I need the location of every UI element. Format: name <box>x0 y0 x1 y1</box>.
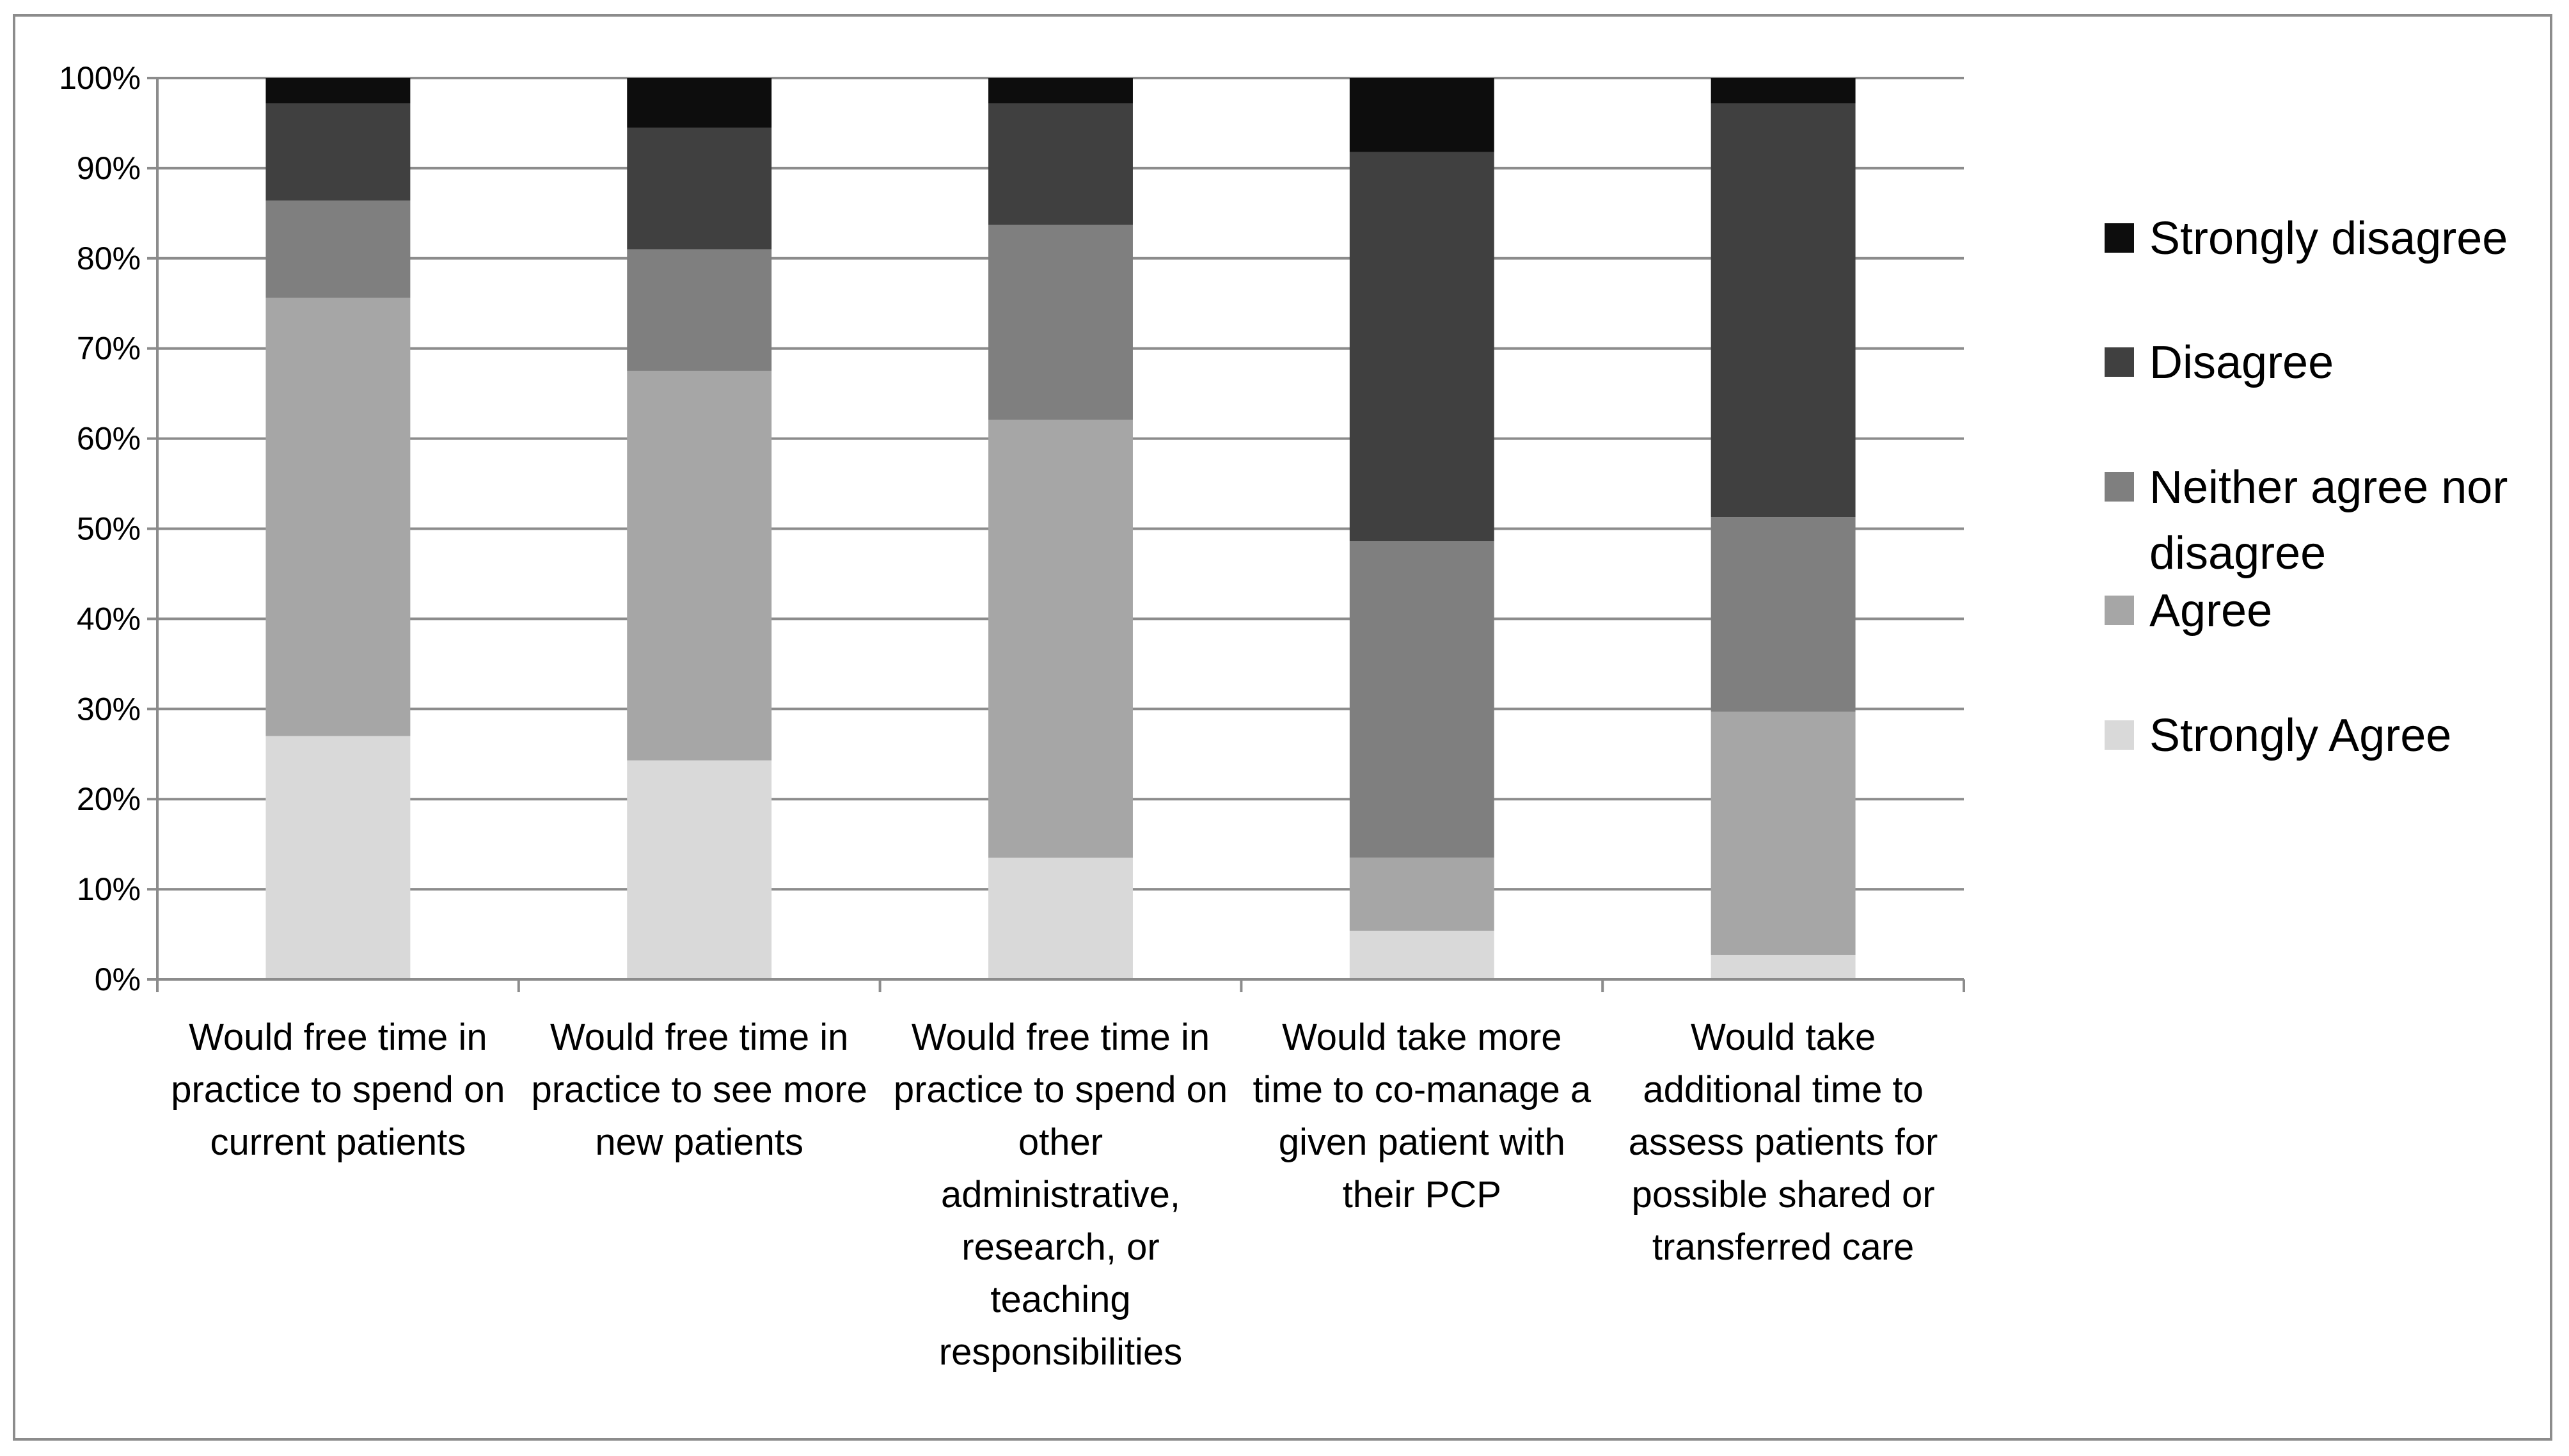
y-tick-label: 10% <box>76 871 141 908</box>
category-label-line: teaching <box>990 1279 1131 1320</box>
category-label-line: practice to see more <box>531 1069 867 1111</box>
bar-segment <box>627 127 771 249</box>
bar-segment <box>265 201 410 298</box>
category-label-line: their PCP <box>1342 1174 1501 1215</box>
y-tick-label: 90% <box>76 150 141 186</box>
y-tick-label: 50% <box>76 510 141 547</box>
y-tick-label: 40% <box>76 601 141 637</box>
category-label-line: possible shared or <box>1631 1174 1935 1215</box>
category-label-line: responsibilities <box>938 1331 1183 1373</box>
bar-segment <box>988 858 1133 979</box>
bar-segment <box>1350 78 1494 152</box>
bar-segment <box>1711 78 1856 103</box>
bar-segment <box>988 78 1133 103</box>
category-label-line: transferred care <box>1652 1226 1915 1268</box>
bar-segment <box>1711 712 1856 955</box>
legend-label-line: Strongly Agree <box>2149 710 2452 761</box>
legend-swatch <box>2105 472 2134 502</box>
legend-label-line: Agree <box>2149 585 2273 637</box>
bar-segment <box>988 103 1133 225</box>
legend-label <box>2149 710 2451 761</box>
bar-segment <box>988 420 1133 858</box>
category-label-line: research, or <box>961 1226 1160 1268</box>
bar-segment <box>1350 858 1494 931</box>
y-tick-labels <box>59 60 141 997</box>
bar-segment <box>265 298 410 736</box>
bar-segment <box>1350 541 1494 858</box>
category-label-line: given patient with <box>1278 1121 1565 1163</box>
y-tick-label: 30% <box>76 691 141 727</box>
category-label-line: assess patients for <box>1628 1121 1938 1163</box>
bar-segment <box>265 103 410 200</box>
legend-label <box>2149 213 2508 264</box>
category-label-line: additional time to <box>1643 1069 1924 1111</box>
category-label-line: Would free time in <box>911 1017 1210 1058</box>
category-label-line: Would free time in <box>189 1017 487 1058</box>
category-label-line: other <box>1018 1121 1103 1163</box>
category-label <box>1253 1017 1591 1215</box>
y-tick-label: 20% <box>76 781 141 818</box>
bar-segment <box>1350 152 1494 542</box>
bar-segment <box>988 225 1133 420</box>
legend-label-line: Strongly disagree <box>2149 213 2508 264</box>
legend-label-line: disagree <box>2149 528 2327 579</box>
bar-segment <box>1711 955 1856 979</box>
category-label-line: practice to spend on <box>171 1069 505 1111</box>
category-label-line: practice to spend on <box>893 1069 1228 1111</box>
legend-label <box>2149 585 2272 637</box>
category-label <box>1629 1017 1938 1268</box>
legend-swatch <box>2105 596 2134 625</box>
legend-swatch <box>2105 347 2134 377</box>
category-label-line: administrative, <box>941 1174 1180 1215</box>
y-tick-label: 70% <box>76 330 141 367</box>
category-label-line: time to co-manage a <box>1253 1069 1592 1111</box>
bar-segment <box>627 249 771 371</box>
category-label-line: current patients <box>210 1121 466 1163</box>
y-tick-label: 100% <box>59 60 141 96</box>
legend-label <box>2149 462 2508 579</box>
y-tick-label: 80% <box>76 240 141 276</box>
category-label-line: Would free time in <box>550 1017 849 1058</box>
bar-segment <box>627 371 771 761</box>
stacked-bar-chart <box>15 17 2555 1443</box>
y-tick-label: 60% <box>76 420 141 457</box>
category-labels <box>171 1017 1938 1373</box>
legend-label-line: Neither agree nor <box>2149 462 2508 513</box>
bar-segment <box>1350 931 1494 979</box>
category-label <box>894 1017 1228 1373</box>
chart-container <box>13 14 2552 1441</box>
bar-segment <box>265 78 410 103</box>
legend <box>2105 213 2508 761</box>
category-label-line: Would take more <box>1282 1017 1562 1058</box>
category-label-line: Would take <box>1691 1017 1876 1058</box>
legend-swatch <box>2105 223 2134 253</box>
y-tick-label: 0% <box>94 961 141 997</box>
category-label <box>171 1017 505 1163</box>
bar-segment <box>627 78 771 127</box>
bar-segment <box>265 736 410 979</box>
legend-label-line: Disagree <box>2149 337 2334 388</box>
category-label <box>531 1017 867 1163</box>
bar-segment <box>627 761 771 979</box>
legend-swatch <box>2105 720 2134 750</box>
bar-segment <box>1711 517 1856 711</box>
legend-label <box>2149 337 2334 388</box>
bar-segment <box>1711 103 1856 517</box>
category-label-line: new patients <box>595 1121 804 1163</box>
